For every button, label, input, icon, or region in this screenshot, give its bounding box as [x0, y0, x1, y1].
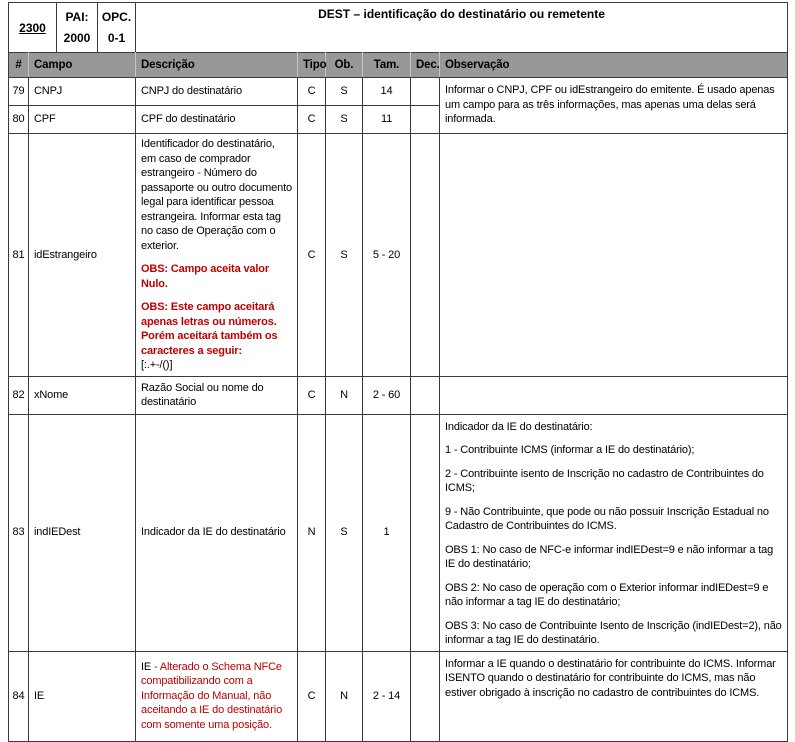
text-run: OBS 3: No caso de Contribuinte Isento de Inscrição (indIEDest=2), não informar a tag IE do destinatário. [445, 619, 782, 646]
text-run: Razão Social ou nome do destinatário [141, 381, 264, 408]
header-dec: Dec. [411, 53, 440, 78]
campo-cell: xNome [29, 376, 136, 414]
text-paragraph [141, 381, 292, 410]
field-row-84 [9, 651, 788, 741]
table-header-row [9, 53, 788, 78]
dec-cell [411, 134, 440, 377]
num-cell: 82 [9, 376, 29, 414]
text-paragraph [141, 262, 292, 291]
opc-cell [98, 3, 136, 53]
text-run: Identificador do destinatário, em caso de comprador estrangeiro [141, 138, 275, 179]
observacao-cell [440, 78, 788, 134]
text-paragraph [445, 543, 782, 572]
text-paragraph [445, 83, 782, 127]
group-title-text: – identificação do destinatário ou remetente [353, 7, 605, 21]
field-row-82 [9, 376, 788, 414]
text-paragraph [445, 420, 782, 435]
field-row-83 [9, 414, 788, 651]
group-title-cell [136, 3, 788, 53]
text-run: OBS: Campo aceita valor Nulo. [141, 263, 269, 290]
opc-label: OPC. [101, 10, 132, 24]
campo-cell: CNPJ [29, 78, 136, 106]
text-paragraph [141, 84, 292, 99]
header-campo: Campo [29, 53, 136, 78]
descricao-cell [136, 106, 298, 134]
dec-cell [411, 106, 440, 134]
descricao-cell [136, 651, 298, 741]
text-paragraph [445, 467, 782, 496]
tam-cell: 1 [363, 414, 411, 651]
ob-cell: S [326, 106, 363, 134]
descricao-cell [136, 414, 298, 651]
text-paragraph [141, 660, 292, 733]
ob-cell: N [326, 651, 363, 741]
ob-cell: S [326, 414, 363, 651]
text-run: CNPJ do destinatário [141, 85, 242, 98]
num-cell: 81 [9, 134, 29, 377]
dec-cell [411, 78, 440, 106]
text-run: - [197, 167, 201, 179]
group-info-row [9, 3, 788, 53]
text-run: CPF do destinatário [141, 113, 236, 126]
descricao-cell [136, 134, 298, 377]
num-cell: 83 [9, 414, 29, 651]
text-paragraph [445, 619, 782, 648]
pai-label: PAI: [65, 10, 89, 24]
text-run: 9 - Não Contribuinte, que pode ou não possuir Inscrição Estadual no Cadastro de Contribuintes do ICMS. [445, 505, 769, 532]
pai-value: 2000 [63, 31, 91, 45]
text-run: 2 - Contribuinte isento de Inscrição no cadastro de Contribuintes do ICMS; [445, 467, 764, 494]
text-paragraph [141, 525, 292, 540]
campo-cell: IE [29, 651, 136, 741]
header-tam: Tam. [363, 53, 411, 78]
text-run: Indicador da IE do destinatário [141, 526, 286, 539]
observacao-cell [440, 651, 788, 741]
num-cell: 80 [9, 106, 29, 134]
tipo-cell: C [298, 78, 326, 106]
descricao-cell [136, 376, 298, 414]
tam-cell: 2 - 60 [363, 376, 411, 414]
text-run: OBS: Este campo aceitará apenas letras ou números. Porém aceitará também os caracteres a seguir: [141, 301, 278, 357]
ob-cell: S [326, 134, 363, 377]
text-run: IE [141, 660, 154, 673]
text-run: Informar o CNPJ, CPF ou idEstrangeiro do emitente. É usado apenas um campo para as três informações, mas apenas uma delas será informada. [445, 84, 775, 125]
field-row-81 [9, 134, 788, 377]
observacao-cell [440, 134, 788, 377]
text-run: 1 - Contribuinte ICMS (informar a IE do destinatário); [445, 444, 695, 456]
observacao-cell [440, 414, 788, 651]
text-paragraph [445, 443, 782, 458]
dec-cell [411, 376, 440, 414]
num-cell: 79 [9, 78, 29, 106]
tipo-cell: C [298, 106, 326, 134]
text-run: Indicador da IE do destinatário: [445, 420, 593, 433]
descricao-cell [136, 78, 298, 106]
group-title-code: DEST [318, 7, 351, 21]
header-tipo: Tipo [298, 53, 326, 78]
field-row-79 [9, 78, 788, 106]
num-cell: 84 [9, 651, 29, 741]
text-run: OBS 1: No caso de NFC-e informar indIEDest=9 e não informar a tag IE do destinatário; [445, 543, 774, 570]
header-observacao: Observação [440, 53, 788, 78]
dec-cell [411, 414, 440, 651]
text-run: - Alterado o Schema NFCe compatibilizando com a Informação do Manual, não aceitando a IE do destinatário com somente uma posição. [141, 660, 283, 731]
text-paragraph [141, 112, 292, 127]
text-run: [:.+-/()] [141, 359, 173, 371]
tam-cell: 5 - 20 [363, 134, 411, 377]
pai-cell [57, 3, 98, 53]
tipo-cell: N [298, 414, 326, 651]
group-info-bar [8, 2, 788, 53]
header-num: # [9, 53, 29, 78]
text-run: Informar a IE quando o destinatário for contribuinte do ICMS. Informar ISENTO quando o destinatário for contribuinte do ICMS, mas não estiver obrigado à inscrição no cadastro de contribuintes do ICMS. [445, 657, 776, 699]
text-paragraph [141, 300, 292, 373]
text-paragraph [445, 657, 782, 701]
text-run: Número do passaporte ou outro documento legal para identificar pessoa estrangeira. Informar esta tag no caso de Operação com o exterior. [141, 167, 292, 252]
campo-cell: CPF [29, 106, 136, 134]
opc-value: 0-1 [107, 31, 126, 45]
text-paragraph [445, 581, 782, 610]
dec-cell [411, 651, 440, 741]
text-paragraph [445, 505, 782, 534]
observacao-cell [440, 376, 788, 414]
header-ob: Ob. [326, 53, 363, 78]
tam-cell: 11 [363, 106, 411, 134]
campo-cell: indIEDest [29, 414, 136, 651]
tipo-cell: C [298, 651, 326, 741]
tam-cell: 14 [363, 78, 411, 106]
tam-cell: 2 - 14 [363, 651, 411, 741]
campo-cell: idEstrangeiro [29, 134, 136, 377]
ob-cell: S [326, 78, 363, 106]
text-run: OBS 2: No caso de operação com o Exterior informar indIEDest=9 e não informar a tag IE do destinatário; [445, 581, 769, 608]
text-paragraph [141, 137, 292, 253]
tipo-cell: C [298, 134, 326, 377]
field-rows [9, 78, 788, 742]
ob-cell: N [326, 376, 363, 414]
group-code-cell: 2300 [9, 3, 57, 53]
tipo-cell: C [298, 376, 326, 414]
header-descricao: Descrição [136, 53, 298, 78]
fields-table [8, 52, 788, 742]
